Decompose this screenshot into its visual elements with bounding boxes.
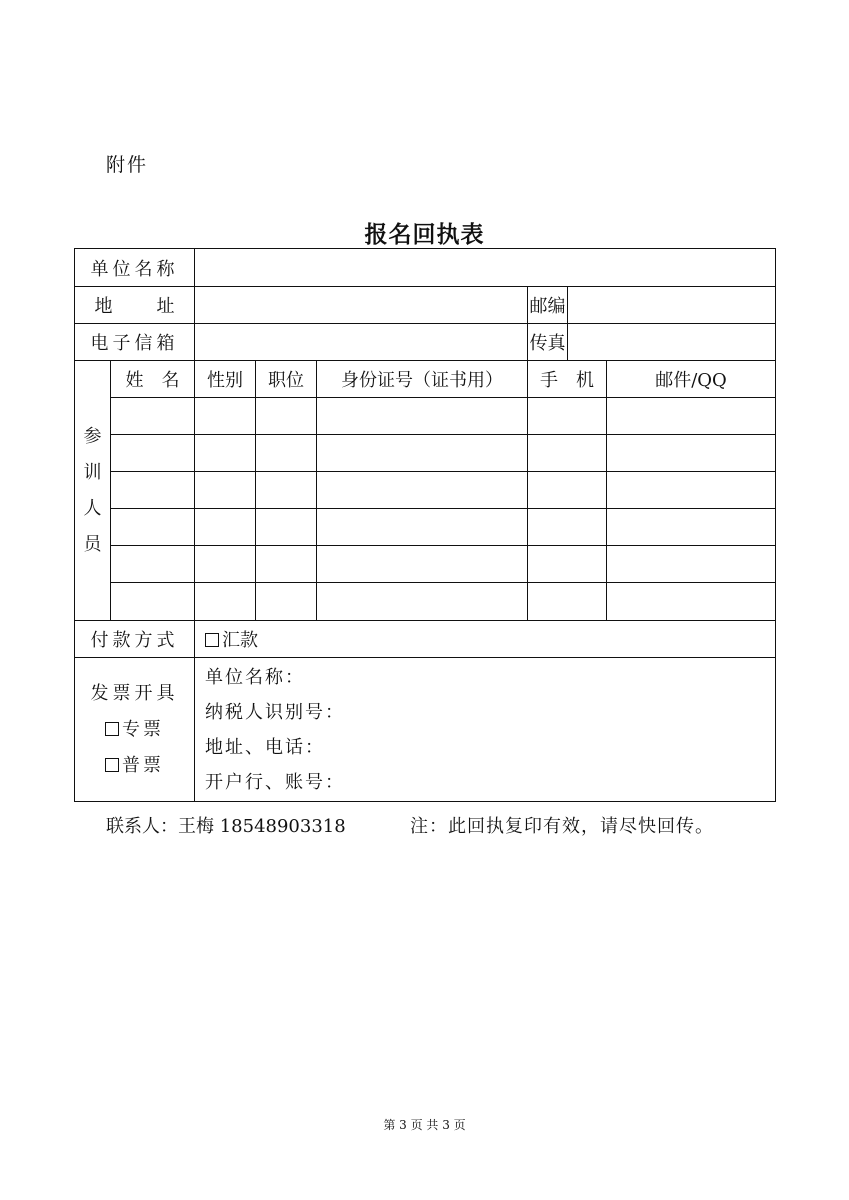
cell-gender[interactable] bbox=[195, 472, 256, 509]
cell-position[interactable] bbox=[256, 509, 317, 546]
cell-mobile[interactable] bbox=[528, 472, 607, 509]
invoice-address-phone[interactable]: 地址、电话： bbox=[205, 736, 325, 758]
cell-email[interactable] bbox=[607, 472, 776, 509]
normal-invoice-label: 普票 bbox=[122, 754, 164, 776]
header-position: 职位 bbox=[256, 361, 317, 398]
invoice-fields bbox=[195, 658, 776, 802]
unit-name-label: 单位名称 bbox=[75, 249, 195, 287]
cell-email[interactable] bbox=[607, 583, 776, 621]
cell-email[interactable] bbox=[607, 398, 776, 435]
cell-id[interactable] bbox=[317, 509, 528, 546]
cell-position[interactable] bbox=[256, 546, 317, 583]
table-row bbox=[75, 472, 776, 509]
cell-id[interactable] bbox=[317, 398, 528, 435]
annex-label: 附件 bbox=[106, 154, 149, 176]
cell-mobile[interactable] bbox=[528, 509, 607, 546]
cell-email[interactable] bbox=[607, 546, 776, 583]
special-invoice-checkbox[interactable] bbox=[105, 722, 119, 736]
unit-name-field[interactable] bbox=[195, 249, 776, 287]
cell-email[interactable] bbox=[607, 509, 776, 546]
cell-name[interactable] bbox=[111, 546, 195, 583]
cell-name[interactable] bbox=[111, 472, 195, 509]
cell-mobile[interactable] bbox=[528, 583, 607, 621]
cell-id[interactable] bbox=[317, 546, 528, 583]
postcode-field[interactable] bbox=[568, 287, 776, 324]
cell-mobile[interactable] bbox=[528, 398, 607, 435]
cell-position[interactable] bbox=[256, 472, 317, 509]
header-mobile: 手 机 bbox=[528, 361, 607, 398]
table-row bbox=[75, 583, 776, 621]
cell-position[interactable] bbox=[256, 435, 317, 472]
table-row bbox=[75, 546, 776, 583]
fax-field[interactable] bbox=[568, 324, 776, 361]
cell-gender[interactable] bbox=[195, 546, 256, 583]
header-name: 姓 名 bbox=[111, 361, 195, 398]
address-label: 地 址 bbox=[75, 287, 195, 324]
cell-position[interactable] bbox=[256, 583, 317, 621]
invoice-unit-name[interactable]: 单位名称： bbox=[205, 666, 305, 688]
cell-id[interactable] bbox=[317, 435, 528, 472]
invoice-section-label bbox=[75, 658, 195, 802]
contact-info: 联系人：王梅 18548903318 bbox=[106, 816, 346, 837]
payment-options bbox=[195, 621, 776, 658]
cell-id[interactable] bbox=[317, 583, 528, 621]
participants-side-label: 参 训 人 员 bbox=[75, 361, 111, 621]
invoice-bank-account[interactable]: 开户行、账号： bbox=[205, 771, 345, 793]
cell-mobile[interactable] bbox=[528, 546, 607, 583]
footer-note: 注：此回执复印有效，请尽快回传。 bbox=[410, 816, 714, 837]
cell-name[interactable] bbox=[111, 435, 195, 472]
cell-gender[interactable] bbox=[195, 509, 256, 546]
invoice-label: 发票开具 bbox=[90, 682, 179, 704]
header-id-number: 身份证号（证书用） bbox=[317, 361, 528, 398]
cell-name[interactable] bbox=[111, 509, 195, 546]
cell-name[interactable] bbox=[111, 583, 195, 621]
form-title: 报名回执表 bbox=[364, 221, 485, 248]
header-gender: 性别 bbox=[195, 361, 256, 398]
cell-id[interactable] bbox=[317, 472, 528, 509]
remittance-checkbox[interactable] bbox=[205, 633, 219, 647]
cell-email[interactable] bbox=[607, 435, 776, 472]
cell-position[interactable] bbox=[256, 398, 317, 435]
email-field[interactable] bbox=[195, 324, 528, 361]
payment-label: 付款方式 bbox=[75, 621, 195, 658]
header-email-qq: 邮件/QQ bbox=[607, 361, 776, 398]
cell-gender[interactable] bbox=[195, 435, 256, 472]
registration-form-table bbox=[74, 248, 776, 802]
cell-gender[interactable] bbox=[195, 583, 256, 621]
fax-label: 传真 bbox=[528, 324, 568, 361]
table-row bbox=[75, 509, 776, 546]
normal-invoice-checkbox[interactable] bbox=[105, 758, 119, 772]
cell-name[interactable] bbox=[111, 398, 195, 435]
postcode-label: 邮编 bbox=[528, 287, 568, 324]
special-invoice-label: 专票 bbox=[122, 718, 164, 740]
email-label: 电子信箱 bbox=[75, 324, 195, 361]
remittance-label: 汇款 bbox=[222, 630, 258, 651]
cell-mobile[interactable] bbox=[528, 435, 607, 472]
address-field[interactable] bbox=[195, 287, 528, 324]
invoice-tax-id[interactable]: 纳税人识别号： bbox=[205, 701, 345, 723]
page-number: 第 3 页 共 3 页 bbox=[383, 1118, 466, 1132]
cell-gender[interactable] bbox=[195, 398, 256, 435]
table-row bbox=[75, 398, 776, 435]
table-row bbox=[75, 435, 776, 472]
